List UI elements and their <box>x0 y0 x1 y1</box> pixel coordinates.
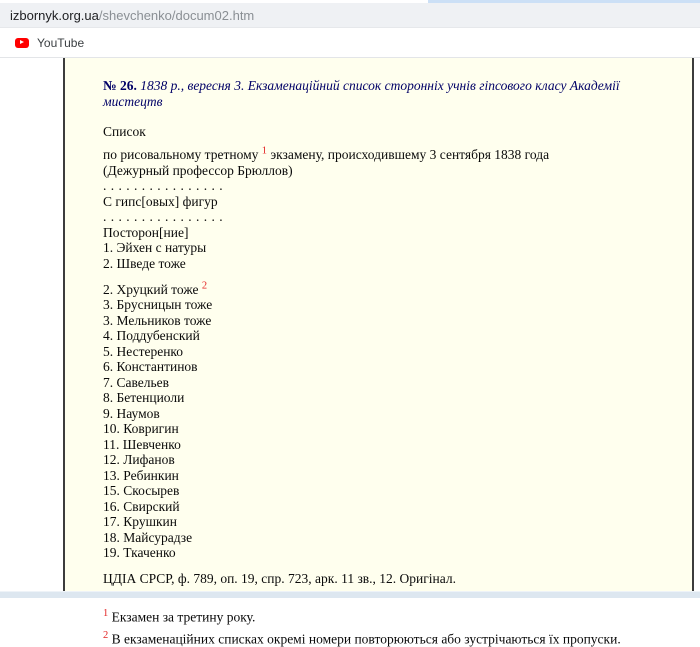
heading-number: № 26. <box>103 78 137 93</box>
exam-line: по рисовальному третному $^1$ экзамену, происходившему 3 сентября 1838 года <box>103 145 550 162</box>
list-item: 11. Шевченко <box>103 436 181 452</box>
bookmark-label: YouTube <box>37 35 85 50</box>
list-item: 4. Поддубенский <box>103 328 200 343</box>
outsiders-line: Посторон[ние] <box>103 224 189 240</box>
list-item: 7. Савельев <box>103 374 170 390</box>
document-container <box>63 58 694 647</box>
url-path: /shevchenko/docum02.htm <box>98 7 255 23</box>
document-body <box>103 78 682 647</box>
address-bar[interactable] <box>0 3 700 28</box>
bookmarks-bar <box>0 28 700 58</box>
url-text[interactable] <box>10 8 254 23</box>
list-item: 19. Ткаченко <box>103 545 176 560</box>
list-item: 3. Мельников тоже <box>103 312 212 328</box>
heading-title: 1838 р., вересня 3. Екзаменаційний список сторонніх учнів гіпсового класу Академії мистецтв <box>103 78 620 109</box>
list-item: 3. Брусницын тоже <box>103 297 213 312</box>
professor-line: (Дежурный профессор Брюллов) <box>103 162 293 178</box>
footnote-ref-2[interactable]: 2 <box>201 280 208 291</box>
footnote-2 <box>103 628 682 647</box>
document-heading <box>103 78 682 109</box>
gips-line: С гипс[овых] фигур <box>103 193 218 209</box>
list-item: 2. Шведе тоже <box>103 255 186 271</box>
list-title: Список <box>103 124 146 139</box>
list-item: 17. Крушкин <box>103 514 177 529</box>
document-paragraph-2 <box>103 278 682 561</box>
window-bottom-bar <box>0 591 700 598</box>
window-top-edge <box>0 0 700 3</box>
document-paragraph-1 <box>103 144 682 272</box>
footnote-2-marker: 2 <box>103 630 109 641</box>
student-list-part1 <box>103 240 206 271</box>
url-host: izbornyk.org.ua <box>10 7 99 23</box>
youtube-icon <box>15 38 29 48</box>
footnote-ref-1[interactable]: 1 <box>261 145 267 157</box>
list-item: 10. Ковригин <box>103 421 179 436</box>
khrutsky-line: 2. Хруцкий тоже $^2$ <box>103 280 208 297</box>
dotted-separator: . . . . . . . . . . . . . . . . <box>103 209 224 224</box>
footnote-2-text: В екзаменаційних списках окремі номери повторюються або зустрічаються їх пропуски. <box>111 631 621 647</box>
list-item: 5. Нестеренко <box>103 343 184 359</box>
bookmark-youtube[interactable] <box>9 33 90 53</box>
list-item: 18. Майсурадзе <box>103 529 193 545</box>
tab-strip-edge <box>428 0 700 3</box>
student-list-part2 <box>103 297 212 560</box>
page-background <box>0 58 700 647</box>
list-item: 13. Ребинкин <box>103 467 179 483</box>
footnote-1-marker: 1 <box>103 608 109 619</box>
dotted-separator: . . . . . . . . . . . . . . . . <box>103 178 224 193</box>
list-item: 9. Наумов <box>103 405 160 421</box>
list-item: 1. Эйхен с натуры <box>103 240 207 255</box>
archive-source-line: ЦДІА СРСР, ф. 789, оп. 19, спр. 723, арк. 11 зв., 12. Оригінал. <box>103 570 456 586</box>
footnote-1 <box>103 606 682 625</box>
list-item: 16. Свирский <box>103 498 180 514</box>
list-item: 8. Бетенциоли <box>103 390 185 405</box>
footnote-1-text: Екзамен за третину року. <box>111 609 256 625</box>
list-item: 12. Лифанов <box>103 452 175 467</box>
list-item: 6. Константинов <box>103 359 198 374</box>
list-item: 15. Скосырев <box>103 483 180 498</box>
